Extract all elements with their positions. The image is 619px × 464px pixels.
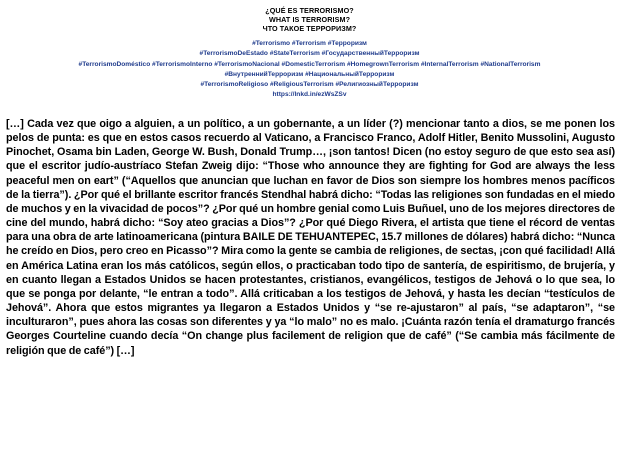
body-paragraph: […] Cada vez que oigo a alguien, a un político, a un gobernante, a un líder (?) mencionar tanto a dios, se me ponen los pelos de punta: es que en estos casos recuerdo al Vaticano, a Francisco Franco, Adolf Hitler, Benito Mussolini, Augusto Pinochet, Osama bin Laden, George W. Bush, Donald Trump…, ¡son tantos! Dicen (no estoy seguro de que esto sea así) que el escritor judío-austríaco Stefan Zweig dijo: “Those who announce they are fighting for God are always the less peaceful men on eart” (“Aquellos que anuncian que luchan en favor de Dios son siempre los hombres menos pacíficos de la tierra”). ¿Por qué el brillante escritor francés Stendhal habrá dicho: “Todas las religiones son fundadas en el miedo de muchos y en la vivacidad de pocos”? ¿Por qué un hombre genial como Luis Buñuel, uno de los mejores directores de cine del mundo, habrá dicho: “Soy ateo gracias a Dios”? ¿Por qué Diego Rivera, el artista que tiene el récord de ventas para una obra de arte latinoamericana (pintura BAILE DE TEHUANTEPEC, 15.7 millones de dólares) habrá dicho: “Nunca he creído en Dios, pero creo en Picasso”? Mira como la gente se cambia de religiones, de sectas, ¡con qué facilidad! Allá en América Latina eran los más católicos, según ellos, o practicaban todo tipo de santería, de espiritismo, de brujería, y en cuanto llegan a Estados Unidos se hacen protestantes, cristianos, evangélicos, testigos de Jehová o lo que sea, lo que se ponga por delante, “le entran a todo”. Allá criticaban a los testigos de Jehová, y hasta les decían “testículos de Jehová”. Ahora que estos migrantes ya llegaron a Estados Unidos y “se re-ajustaron” al país, “se adaptaron”, “se inculturaron”, pues ahora las cosas son diferentes y ya “lo malo” no es malo. ¡Cuánta razón tenía el dramaturgo francés Georges Courteline cuando decía “On change plus facilement de religion que de café” (“Se cambia más fácilmente de religión que de café”) […]	[6, 118, 615, 357]
hashtag-line-state-terrorism[interactable]: #TerrorismoDeEstado #StateTerrorism #ГосударственныйТерроризм	[199, 50, 420, 58]
short-link[interactable]: https://lnkd.in/ezWsZSv	[272, 91, 347, 99]
header	[0, 6, 619, 101]
title-spanish: ¿QUÉ ES TERRORISMO?	[265, 6, 354, 15]
hashtag-line-internal-terrorism-ru[interactable]: #ВнутреннийТерроризм #НациональныйТерроризм	[224, 70, 395, 78]
hashtag-line-terrorism[interactable]: #Terrorismo #Terrorism #Терроризм	[252, 40, 367, 47]
hashtag-line-domestic-terrorism[interactable]: #TerrorismoDoméstico #TerrorismoInterno #TerrorismoNacional #DomesticTerrorism #HomegrownTerrorism #InternalTerrorism #NationalTerrorism	[78, 60, 541, 68]
title-russian: ЧТО ТАКОЕ ТЕРРОРИЗМ?	[262, 24, 357, 33]
hashtag-line-religious-terrorism[interactable]: #TerrorismoReligioso #ReligiousTerrorism #РелигиозныйТерроризм	[200, 81, 419, 89]
title-english: WHAT IS TERRORISM?	[268, 15, 351, 24]
hashtag-block	[0, 39, 619, 101]
